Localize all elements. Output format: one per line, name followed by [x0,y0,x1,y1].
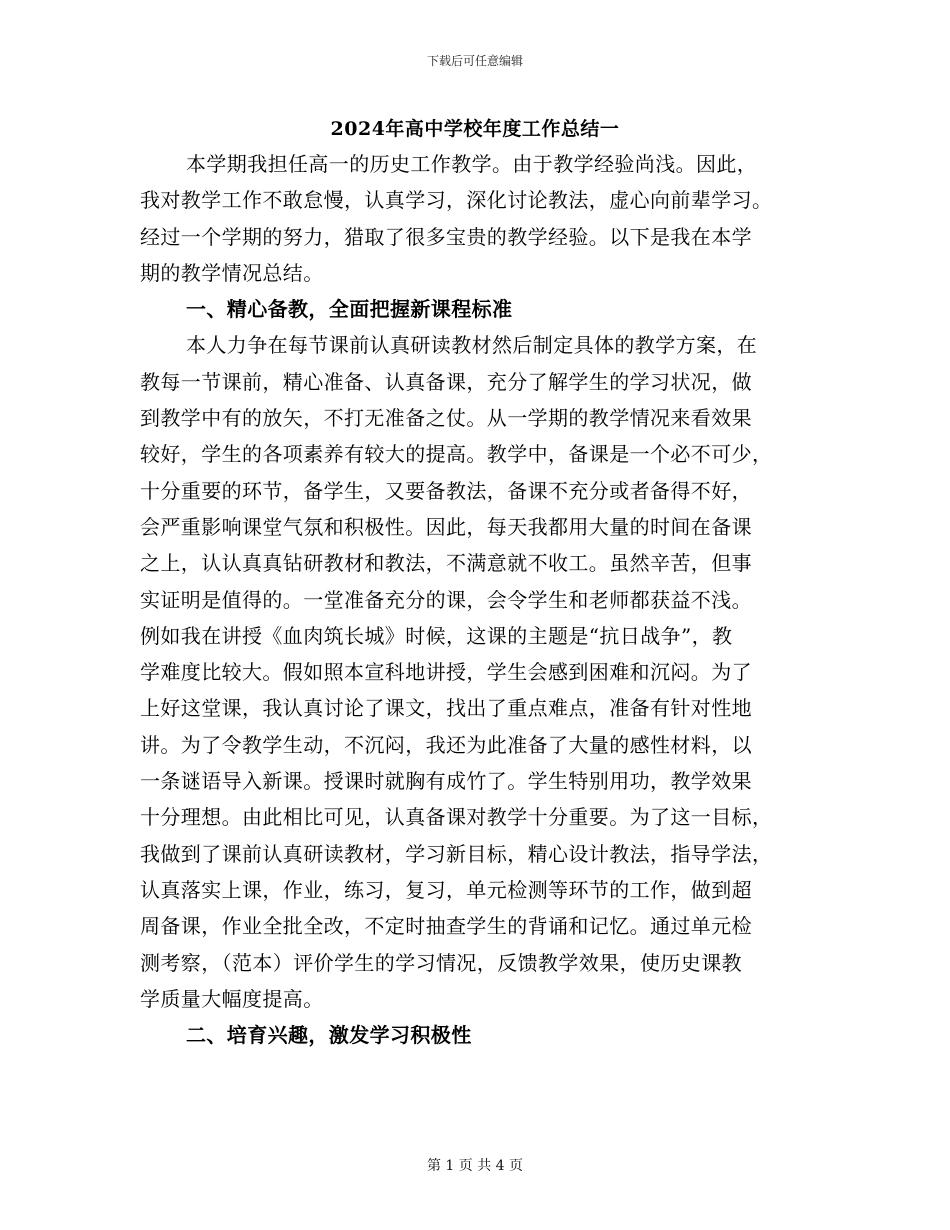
paragraph-line: 会严重影响课堂气氛和积极性。因此，每天我都用大量的时间在备课 [140,514,752,539]
paragraph-line: 周备课，作业全批全改，不定时抽查学生的背诵和记忆。通过单元检 [140,914,752,939]
page-header: 下载后可任意编辑 [426,54,523,68]
paragraph-line: 学难度比较大。假如照本宣科地讲授，学生会感到困难和沉闷。为了 [140,660,752,685]
intro-paragraph [140,146,810,291]
section-1-paragraph [140,327,810,1017]
section-heading-2 [140,1017,810,1053]
paragraph-line: 实证明是值得的。一堂准备充分的课，会令学生和老师都获益不浅。 [140,587,752,612]
paragraph-line: 一条谜语导入新课。授课时就胸有成竹了。学生特别用功，教学效果 [140,769,752,794]
paragraph-line: 讲。为了令教学生动，不沉闷，我还为此准备了大量的感性材料，以 [140,732,752,757]
paragraph-line: 十分理想。由此相比可见，认真备课对教学十分重要。为了这一目标， [140,805,773,830]
paragraph-line: 经过一个学期的努力，猎取了很多宝贵的教学经验。以下是我在本学 [140,224,752,249]
paragraph-line: 十分重要的环节，备学生，又要备教法，备课不充分或者备得不好， [140,478,752,503]
paragraph-line: 上好这堂课，我认真讨论了课文，找出了重点难点，准备有针对性地 [140,696,752,721]
paragraph-line: 认真落实上课，作业，练习，复习，单元检测等环节的工作，做到超 [140,877,752,902]
document-title: 2024年高中学校年度工作总结一 [330,118,620,140]
document-body [140,146,810,1053]
paragraph-line: 测考察，（范本）评价学生的学习情况，反馈教学效果，使历史课教 [140,950,742,975]
paragraph-line: 学质量大幅度提高。 [140,986,324,1011]
section-heading-text: 一、精心备教，全面把握新课程标准 [186,297,513,322]
paragraph-line: 较好，学生的各项素养有较大的提高。教学中，备课是一个必不可少， [140,442,773,467]
paragraph-line: 本学期我担任高一的历史工作教学。由于教学经验尚浅。因此， [186,152,758,176]
paragraph-line: 我对教学工作不敢怠慢，认真学习，深化讨论教法，虚心向前辈学习。 [140,188,773,213]
paragraph-line: 之上，认认真真钻研教材和教法，不满意就不收工。虽然辛苦，但事 [140,551,752,576]
paragraph-line: 到教学中有的放矢，不打无准备之仗。从一学期的教学情况来看效果 [140,406,752,431]
section-heading-text: 二、培育兴趣，激发学习积极性 [186,1023,472,1048]
paragraph-line: 本人力争在每节课前认真研读教材然后制定具体的教学方案，在 [186,333,758,358]
section-heading-1 [140,291,810,327]
paragraph-line: 我做到了课前认真研读教材，学习新目标，精心设计教法，指导学法， [140,841,773,866]
paragraph-line: 教每一节课前，精心准备、认真备课，充分了解学生的学习状况，做 [140,369,752,394]
paragraph-line: 例如我在讲授《血肉筑长城》时候，这课的主题是“抗日战争”，教 [140,623,733,648]
paragraph-line: 期的教学情况总结。 [140,260,324,285]
page-footer: 第 1 页 共 4 页 [426,1158,524,1174]
